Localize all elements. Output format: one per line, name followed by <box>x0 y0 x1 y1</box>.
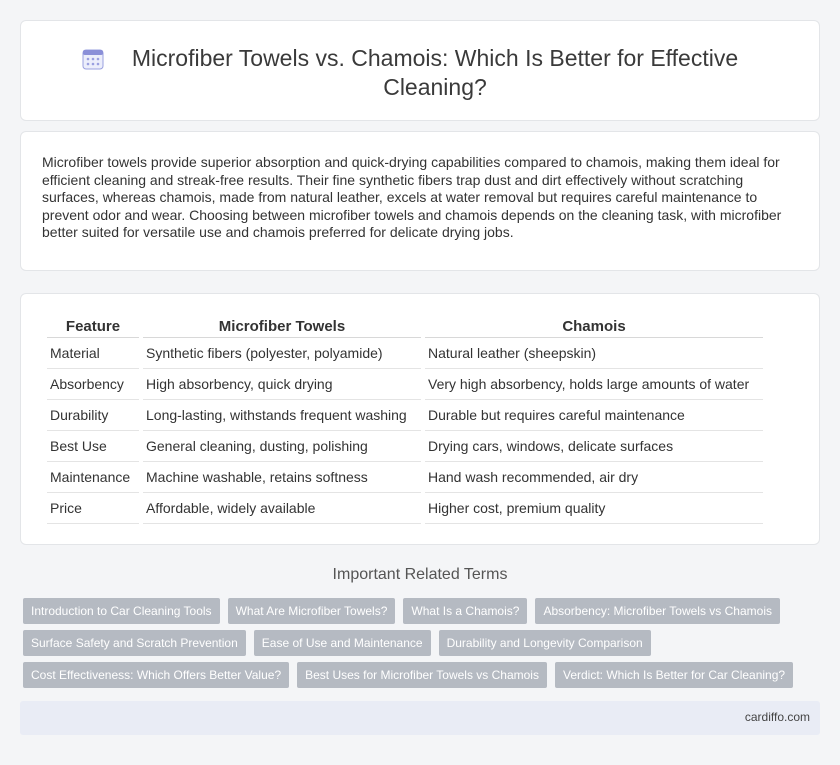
related-term-link[interactable]: Introduction to Car Cleaning Tools <box>23 598 220 624</box>
table-row <box>47 462 763 493</box>
comparison-table <box>43 314 767 524</box>
footer <box>20 701 820 735</box>
header-feature: Feature <box>47 314 139 338</box>
table-row <box>47 369 763 400</box>
related-term-link[interactable]: Absorbency: Microfiber Towels vs Chamois <box>535 598 780 624</box>
table-cell: Best Use <box>47 431 139 462</box>
related-term-link[interactable]: What Are Microfiber Towels? <box>228 598 396 624</box>
related-term-link[interactable]: Cost Effectiveness: Which Offers Better Value? <box>23 662 289 688</box>
table-row <box>47 400 763 431</box>
related-terms-list <box>23 598 813 694</box>
related-term-link[interactable]: Durability and Longevity Comparison <box>439 630 651 656</box>
page-title: Microfiber Towels vs. Chamois: Which Is Better for Effective Cleaning? <box>131 45 739 100</box>
table-header-row <box>47 314 763 338</box>
header-microfiber: Microfiber Towels <box>143 314 421 338</box>
summary-card <box>20 131 820 271</box>
table-cell: Durability <box>47 400 139 431</box>
table-cell: Higher cost, premium quality <box>425 493 763 524</box>
table-cell: High absorbency, quick drying <box>143 369 421 400</box>
table-row <box>47 431 763 462</box>
comparison-card <box>20 293 820 545</box>
table-row <box>47 493 763 524</box>
header-chamois: Chamois <box>425 314 763 338</box>
table-cell: Machine washable, retains softness <box>143 462 421 493</box>
table-cell: Synthetic fibers (polyester, polyamide) <box>143 338 421 369</box>
table-cell: Durable but requires careful maintenance <box>425 400 763 431</box>
table-cell: Long-lasting, withstands frequent washing <box>143 400 421 431</box>
table-cell: Material <box>47 338 139 369</box>
table-cell: Maintenance <box>47 462 139 493</box>
table-cell: Drying cars, windows, delicate surfaces <box>425 431 763 462</box>
table-cell: General cleaning, dusting, polishing <box>143 431 421 462</box>
table-row <box>47 338 763 369</box>
table-cell: Price <box>47 493 139 524</box>
table-cell: Absorbency <box>47 369 139 400</box>
table-cell: Hand wash recommended, air dry <box>425 462 763 493</box>
related-term-link[interactable]: Verdict: Which Is Better for Car Cleaning? <box>555 662 793 688</box>
table-cell: Very high absorbency, holds large amounts of water <box>425 369 763 400</box>
related-terms-title: Important Related Terms <box>332 566 508 583</box>
summary-text: Microfiber towels provide superior absorption and quick-drying capabilities compared to chamois, making them ideal for efficient cleaning and streak-free results. Their fine synthetic fibers trap dust and dirt effectively without scratching surfaces, whereas chamois, made from natural leather, excels at water removal but requires careful maintenance to prevent odor and wear. Choosing between microfiber towels and chamois depends on the cleaning task, with microfiber better suited for versatile use and chamois preferred for delicate drying jobs. <box>42 154 782 240</box>
tag-row <box>23 662 813 688</box>
related-term-link[interactable]: Ease of Use and Maintenance <box>254 630 431 656</box>
table-cell: Affordable, widely available <box>143 493 421 524</box>
related-term-link[interactable]: Surface Safety and Scratch Prevention <box>23 630 246 656</box>
page-title-wrap <box>81 44 759 102</box>
table-cell: Natural leather (sheepskin) <box>425 338 763 369</box>
related-term-link[interactable]: Best Uses for Microfiber Towels vs Chamois <box>297 662 547 688</box>
title-card <box>20 20 820 121</box>
tag-row <box>23 598 813 624</box>
tag-row <box>23 630 813 656</box>
site-link[interactable]: cardiffo.com <box>744 710 810 724</box>
related-term-link[interactable]: What Is a Chamois? <box>403 598 527 624</box>
